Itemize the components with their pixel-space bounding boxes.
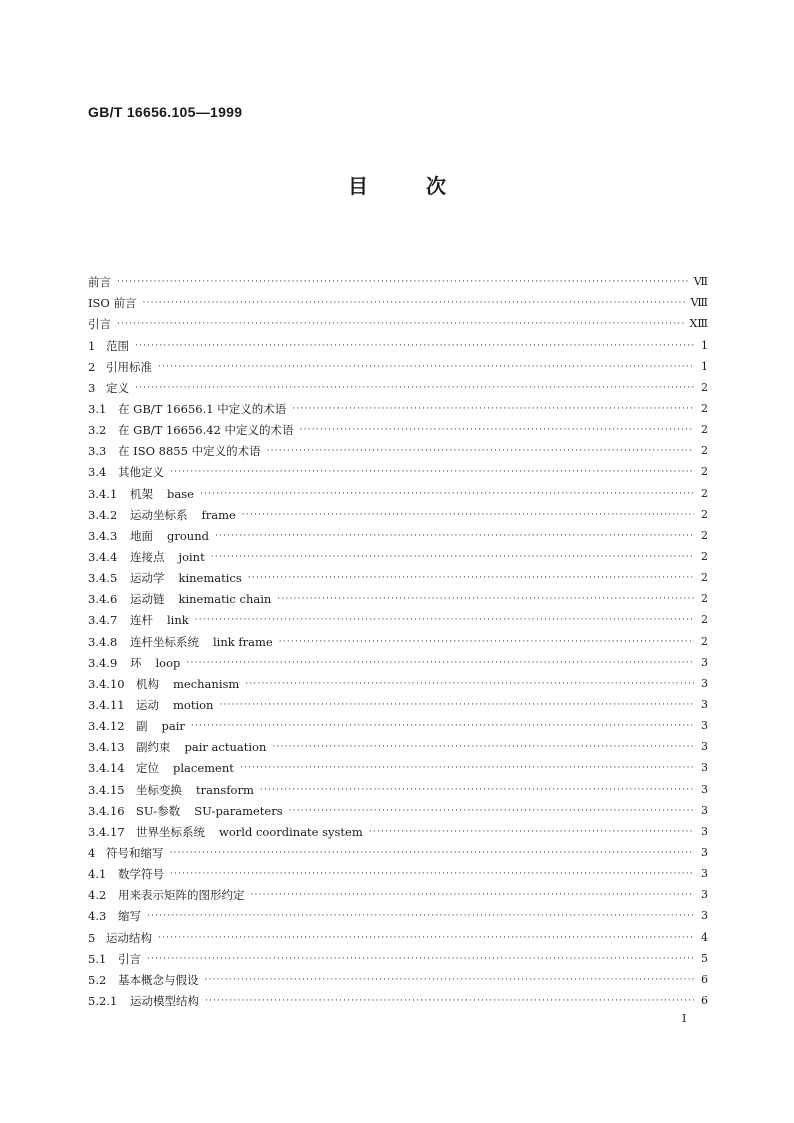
toc-entry[interactable] [88, 902, 708, 923]
toc-dot-leader [117, 317, 686, 331]
toc-entry-number: 2 [88, 359, 96, 374]
toc-entry[interactable] [88, 839, 708, 860]
toc-entry-title: 环 [130, 655, 142, 670]
toc-dot-leader [135, 339, 694, 353]
toc-entry-page: 2 [701, 380, 708, 394]
toc-entry[interactable] [88, 374, 708, 395]
toc-entry-title: 前言 [88, 275, 111, 290]
toc-entry[interactable] [88, 479, 708, 500]
toc-entry-page: 2 [701, 592, 708, 606]
toc-entry-english-term: kinematics [178, 571, 242, 586]
toc-entry-number: 4.2 [88, 888, 107, 903]
toc-dot-leader [219, 698, 694, 712]
toc-entry-title: 定义 [106, 380, 129, 395]
toc-entry-page: 2 [701, 423, 708, 437]
toc-dot-leader [245, 677, 694, 691]
toc-entry-title: 副约束 [136, 740, 171, 755]
toc-entry[interactable] [88, 522, 708, 543]
toc-entry[interactable] [88, 775, 708, 796]
toc-entry-number: 4.1 [88, 867, 107, 882]
toc-entry-number: 3.4.1 [88, 486, 118, 501]
toc-dot-leader [267, 444, 694, 458]
toc-entry-page: 2 [701, 444, 708, 458]
toc-entry-page: 3 [701, 655, 708, 669]
toc-entry[interactable] [88, 543, 708, 564]
toc-entry-page: 5 [701, 951, 708, 965]
toc-entry[interactable] [88, 585, 708, 606]
toc-entry-page: 3 [701, 697, 708, 711]
toc-entry-number: 3.4.4 [88, 549, 118, 564]
toc-entry[interactable] [88, 712, 708, 733]
toc-entry-page: 3 [701, 719, 708, 733]
toc-dot-leader [215, 529, 694, 543]
toc-entry-page: 3 [701, 761, 708, 775]
toc-entry[interactable] [88, 458, 708, 479]
toc-dot-leader [251, 888, 695, 902]
toc-entry-title: 运动结构 [106, 930, 152, 945]
toc-entry-page: 2 [701, 528, 708, 542]
toc-dot-leader [158, 931, 694, 945]
toc-entry-page: 2 [701, 549, 708, 563]
toc-dot-leader [195, 613, 694, 627]
toc-entry-number: 3.4.6 [88, 592, 118, 607]
toc-entry[interactable] [88, 754, 708, 775]
toc-entry-title: 引言 [88, 317, 111, 332]
toc-dot-leader [279, 635, 694, 649]
toc-dot-leader [289, 804, 694, 818]
toc-entry[interactable] [88, 353, 708, 374]
toc-entry[interactable] [88, 691, 708, 712]
toc-entry-title: 机构 [136, 676, 159, 691]
toc-entry-number: 3.4.13 [88, 740, 125, 755]
toc-entry-number: 3.4.5 [88, 571, 118, 586]
toc-entry-english-term: kinematic chain [178, 592, 272, 607]
toc-entry-page: 2 [701, 465, 708, 479]
toc-entry[interactable] [88, 818, 708, 839]
toc-entry-title: 用来表示矩阵的图形约定 [118, 888, 245, 903]
standard-code: GB/T 16656.105—1999 [88, 104, 243, 120]
toc-dot-leader [200, 487, 694, 501]
toc-entry-number: 3.4.12 [88, 719, 125, 734]
toc-entry-number: 5.2.1 [88, 993, 118, 1008]
toc-entry-page: 3 [701, 909, 708, 923]
toc-dot-leader [158, 360, 694, 374]
title-char-2: 次 [426, 174, 446, 198]
toc-entry-page: 6 [701, 993, 708, 1007]
toc-dot-leader [170, 867, 694, 881]
toc-dot-leader [191, 719, 694, 733]
toc-entry-page: 1 [701, 359, 708, 373]
toc-dot-leader [205, 973, 695, 987]
toc-dot-leader [240, 761, 694, 775]
toc-entry-title: 数学符号 [118, 867, 164, 882]
toc-entry[interactable] [88, 627, 708, 648]
toc-entry-page: 3 [701, 824, 708, 838]
toc-entry-english-term: world coordinate system [219, 824, 363, 839]
toc-entry-page: Ⅷ [690, 296, 708, 310]
toc-entry-page: 3 [701, 676, 708, 690]
toc-dot-leader [277, 592, 694, 606]
toc-entry-page: 1 [701, 338, 708, 352]
toc-entry-number: 3.3 [88, 444, 107, 459]
toc-entry[interactable] [88, 564, 708, 585]
toc-dot-leader [272, 740, 694, 754]
toc-entry-title: 引言 [118, 951, 141, 966]
toc-entry-title: 坐标变换 [136, 782, 182, 797]
toc-entry[interactable] [88, 881, 708, 902]
toc-entry-title: 在 ISO 8855 中定义的术语 [118, 444, 261, 459]
table-of-contents [88, 268, 708, 1008]
toc-entry-title: 基本概念与假设 [118, 972, 199, 987]
toc-entry-title: 在 GB/T 16656.1 中定义的术语 [118, 401, 287, 416]
toc-entry-english-term: base [167, 486, 194, 501]
toc-entry-page: 4 [701, 930, 708, 944]
toc-dot-leader [369, 825, 694, 839]
toc-entry-title: 世界坐标系统 [136, 824, 205, 839]
toc-entry[interactable] [88, 416, 708, 437]
toc-entry[interactable] [88, 310, 708, 331]
toc-entry[interactable] [88, 606, 708, 627]
toc-entry-english-term: motion [173, 697, 214, 712]
toc-entry-title: 地面 [130, 528, 153, 543]
toc-entry-number: 3.4.7 [88, 613, 118, 628]
toc-entry[interactable] [88, 670, 708, 691]
toc-entry-title: 引用标准 [106, 359, 152, 374]
toc-dot-leader [292, 402, 694, 416]
toc-entry-title: 运动学 [130, 571, 165, 586]
toc-entry-english-term: link [167, 613, 189, 628]
toc-entry-english-term: joint [178, 549, 205, 564]
toc-entry-title: 在 GB/T 16656.42 中定义的术语 [118, 423, 294, 438]
toc-entry-number: 3.4.15 [88, 782, 125, 797]
toc-entry-english-term: placement [173, 761, 234, 776]
toc-entry-english-term: ground [167, 528, 209, 543]
toc-entry-english-term: SU-parameters [194, 803, 283, 818]
toc-entry-number: 4.3 [88, 909, 107, 924]
toc-entry-title: 连杆坐标系统 [130, 634, 199, 649]
toc-entry[interactable] [88, 923, 708, 944]
title-char-1: 目 [348, 174, 368, 198]
toc-entry[interactable] [88, 289, 708, 310]
toc-entry[interactable] [88, 966, 708, 987]
page-title [0, 170, 794, 199]
toc-entry-title: 符号和缩写 [106, 845, 164, 860]
toc-dot-leader [170, 465, 694, 479]
toc-entry-title: 副 [136, 719, 148, 734]
toc-entry-number: 3.1 [88, 401, 107, 416]
toc-dot-leader [147, 909, 694, 923]
toc-entry-title: 机架 [130, 486, 153, 501]
toc-entry-english-term: mechanism [173, 676, 240, 691]
toc-entry-title: 范围 [106, 338, 129, 353]
toc-entry-page: 3 [701, 888, 708, 902]
toc-entry-number: 3 [88, 380, 96, 395]
toc-dot-leader [260, 783, 694, 797]
toc-entry[interactable] [88, 860, 708, 881]
toc-entry-number: 5.1 [88, 951, 107, 966]
toc-dot-leader [211, 550, 694, 564]
toc-entry-number: 3.4.11 [88, 697, 125, 712]
toc-entry[interactable] [88, 437, 708, 458]
toc-entry[interactable] [88, 945, 708, 966]
toc-entry-number: 3.4 [88, 465, 107, 480]
toc-entry-english-term: loop [155, 655, 181, 670]
toc-entry-page: 3 [701, 782, 708, 796]
toc-dot-leader [135, 381, 694, 395]
toc-entry-page: 3 [701, 867, 708, 881]
toc-entry-page: 6 [701, 972, 708, 986]
toc-entry-number: 3.4.3 [88, 528, 118, 543]
toc-entry-english-term: link frame [213, 634, 273, 649]
toc-entry-number: 3.4.8 [88, 634, 118, 649]
toc-entry-page: 3 [701, 740, 708, 754]
toc-entry-number: 4 [88, 845, 96, 860]
toc-entry-number: 1 [88, 338, 96, 353]
toc-entry-page: ⅩⅢ [689, 317, 708, 331]
toc-entry-title: 连杆 [130, 613, 153, 628]
toc-dot-leader [170, 846, 695, 860]
toc-entry-number: 5 [88, 930, 96, 945]
toc-entry-number: 3.4.9 [88, 655, 118, 670]
toc-entry[interactable] [88, 649, 708, 670]
toc-entry-title: 运动模型结构 [130, 993, 199, 1008]
toc-entry-page: 2 [701, 613, 708, 627]
toc-entry-page: 3 [701, 803, 708, 817]
toc-entry[interactable] [88, 987, 708, 1008]
toc-entry-title: 运动 [136, 697, 159, 712]
toc-entry[interactable] [88, 395, 708, 416]
toc-dot-leader [147, 952, 694, 966]
toc-entry-number: 3.4.14 [88, 761, 125, 776]
page-number: I [682, 1012, 687, 1025]
toc-entry-title: 连接点 [130, 549, 165, 564]
toc-entry-english-term: pair actuation [184, 740, 267, 755]
toc-entry-title: 运动链 [130, 592, 165, 607]
toc-entry-page: 2 [701, 571, 708, 585]
toc-entry-number: 3.4.2 [88, 507, 118, 522]
toc-entry-title: 缩写 [118, 909, 141, 924]
toc-dot-leader [242, 508, 694, 522]
toc-entry-number: 3.4.10 [88, 676, 125, 691]
toc-entry-page: Ⅶ [693, 275, 708, 289]
toc-entry-page: 2 [701, 486, 708, 500]
toc-entry-title: 其他定义 [118, 465, 164, 480]
toc-dot-leader [205, 994, 694, 1008]
toc-entry-page: 2 [701, 634, 708, 648]
toc-dot-leader [143, 296, 687, 310]
toc-dot-leader [300, 423, 694, 437]
toc-entry[interactable] [88, 797, 708, 818]
toc-entry-title: 定位 [136, 761, 159, 776]
toc-entry[interactable] [88, 331, 708, 352]
toc-entry-page: 2 [701, 401, 708, 415]
toc-entry-number: 3.2 [88, 423, 107, 438]
toc-entry-english-term: frame [201, 507, 236, 522]
toc-entry-english-term: pair [161, 719, 185, 734]
toc-entry[interactable] [88, 501, 708, 522]
toc-entry-title: SU-参数 [136, 803, 181, 818]
toc-entry-page: 2 [701, 507, 708, 521]
toc-dot-leader [117, 275, 690, 289]
toc-entry-english-term: transform [196, 782, 254, 797]
toc-entry[interactable] [88, 733, 708, 754]
toc-dot-leader [248, 571, 694, 585]
toc-entry-page: 3 [701, 845, 708, 859]
toc-entry-number: 5.2 [88, 972, 107, 987]
toc-entry-number: 3.4.17 [88, 824, 125, 839]
toc-entry-title: ISO 前言 [88, 296, 137, 311]
toc-entry-number: 3.4.16 [88, 803, 125, 818]
toc-entry[interactable] [88, 268, 708, 289]
toc-dot-leader [186, 656, 694, 670]
toc-entry-title: 运动坐标系 [130, 507, 188, 522]
